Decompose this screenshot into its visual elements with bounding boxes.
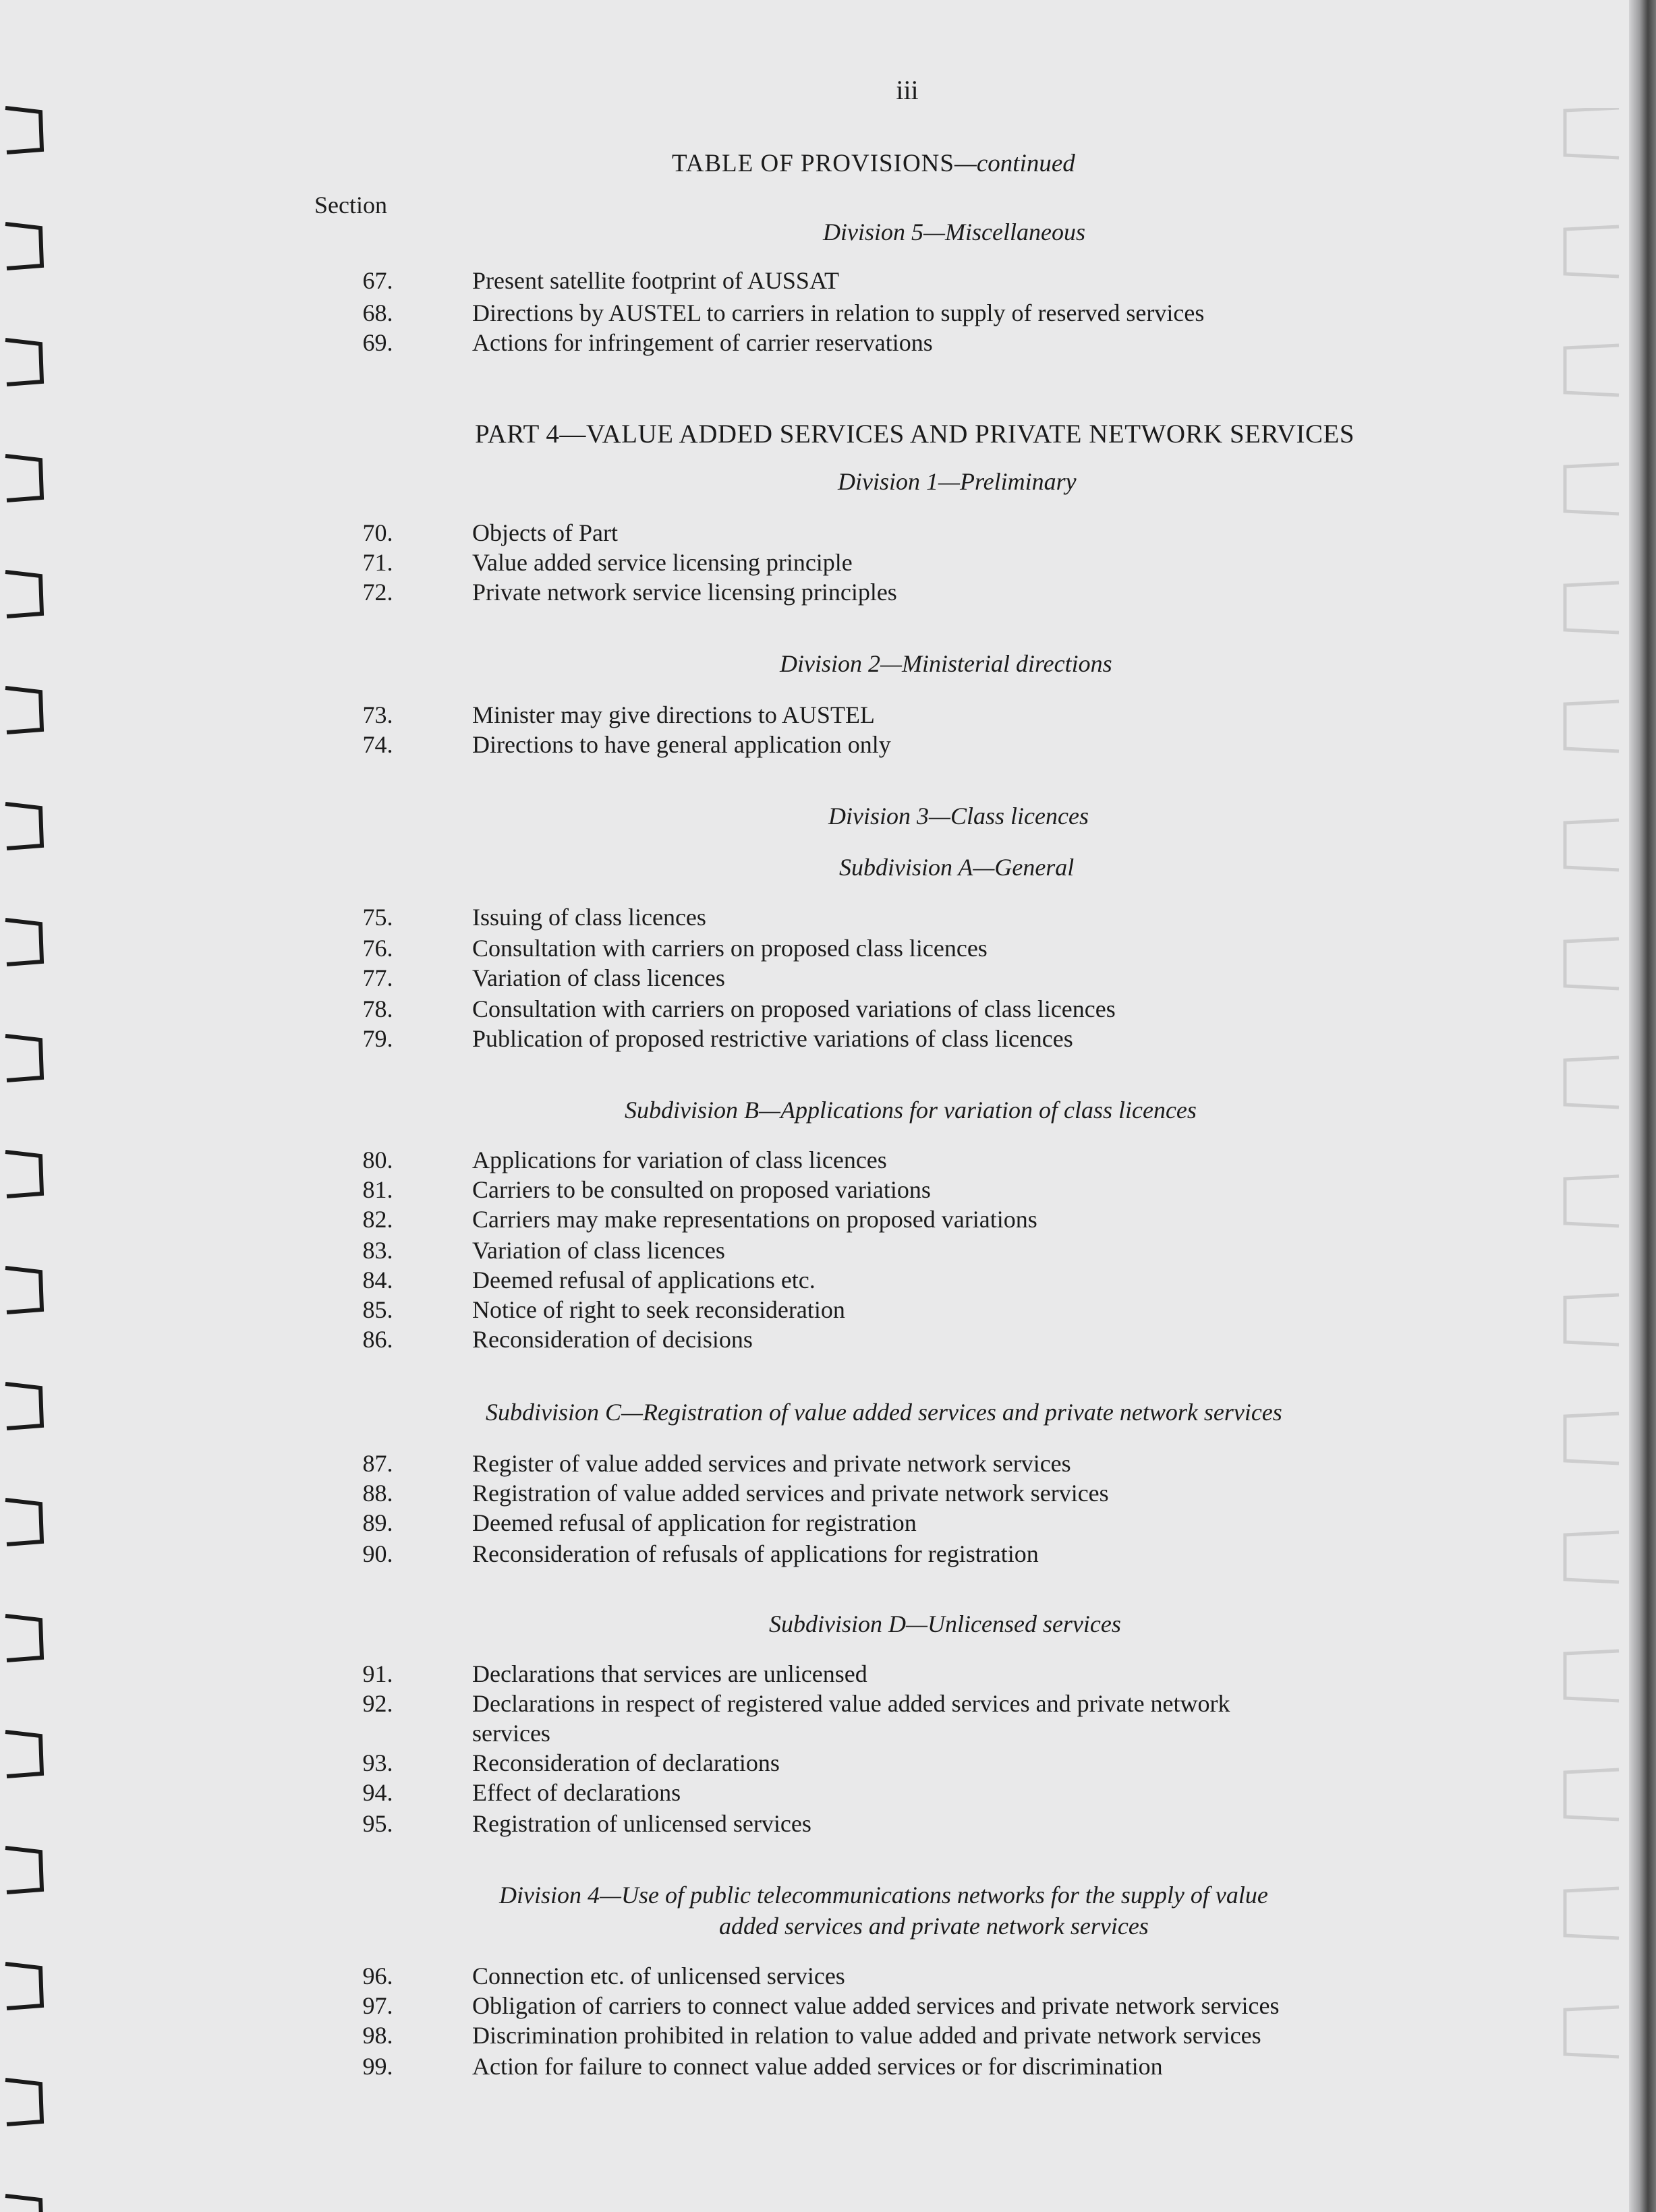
provision-title: Variation of class licences (472, 1237, 725, 1264)
provision-title: Directions to have general application only (472, 731, 891, 758)
provision-title: Carriers to be consulted on proposed variations (472, 1176, 931, 1203)
division-heading: Subdivision B—Applications for variation of class licences (625, 1097, 1197, 1124)
division-heading: Division 3—Class licences (828, 803, 1089, 830)
binding-ring (5, 224, 42, 268)
binding-ring (5, 1732, 42, 1776)
title-main: TABLE OF PROVISIONS (672, 150, 954, 177)
section-number: 77. (362, 964, 393, 991)
section-number: 70. (362, 519, 393, 546)
provision-title: Issuing of class licences (472, 904, 706, 931)
bleed-mark (1565, 1295, 1619, 1345)
section-number: 73. (362, 701, 393, 728)
bleed-mark (1565, 583, 1619, 633)
division-heading: added services and private network services (719, 1913, 1149, 1940)
binding-ring (5, 1384, 42, 1428)
binding-ring (5, 340, 42, 384)
binding-ring (5, 1036, 42, 1080)
provision-title: Reconsideration of decisions (472, 1326, 753, 1353)
section-number: 89. (362, 1509, 393, 1536)
section-number: 99. (362, 2053, 393, 2080)
section-number: 88. (362, 1480, 393, 1507)
provision-title: Private network service licensing principles (472, 579, 897, 606)
provision-title: Actions for infringement of carrier reservations (472, 329, 933, 356)
provision-title: Consultation with carriers on proposed class licences (472, 935, 988, 962)
provision-title: Declarations that services are unlicensed (472, 1660, 867, 1687)
division-heading: Subdivision C—Registration of value added services and private network services (486, 1399, 1282, 1426)
provision-title: Deemed refusal of applications etc. (472, 1267, 816, 1293)
section-number: 71. (362, 549, 393, 576)
provision-title: Reconsideration of refusals of applications for registration (472, 1540, 1039, 1567)
division-heading: Division 5—Miscellaneous (823, 219, 1085, 245)
provision-title: Declarations in respect of registered value added services and private network (472, 1690, 1230, 1717)
binding-ring (5, 1500, 42, 1544)
part-heading: PART 4—VALUE ADDED SERVICES AND PRIVATE NETWORK SERVICES (475, 419, 1355, 448)
provision-title: Registration of value added services and private network services (472, 1480, 1109, 1507)
bleed-mark (1565, 1176, 1619, 1226)
provision-title: Deemed refusal of application for registration (472, 1509, 917, 1536)
spiral-binding-icon (0, 0, 61, 2212)
section-number: 95. (362, 1810, 393, 1837)
section-number: 69. (362, 329, 393, 356)
binding-ring (5, 804, 42, 848)
bleed-mark (1565, 227, 1619, 276)
bleed-mark (1565, 2007, 1619, 2057)
section-number: 98. (362, 2022, 393, 2049)
section-number: 72. (362, 579, 393, 606)
provision-title: Reconsideration of declarations (472, 1749, 780, 1776)
section-number: 93. (362, 1749, 393, 1776)
bleed-mark (1565, 1770, 1619, 1820)
provision-title-continued: services (472, 1720, 550, 1747)
bleed-mark (1565, 820, 1619, 870)
bleed-mark (1565, 1414, 1619, 1463)
provision-title: Minister may give directions to AUSTEL (472, 701, 875, 728)
binding-edge (1629, 0, 1656, 2212)
bleed-mark (1565, 1651, 1619, 1701)
section-number: 84. (362, 1267, 393, 1293)
section-number: 96. (362, 1962, 393, 1989)
section-number: 67. (362, 267, 393, 294)
provision-title: Notice of right to seek reconsideration (472, 1296, 845, 1323)
bleed-mark (1565, 701, 1619, 751)
provision-title: Variation of class licences (472, 964, 725, 991)
section-number: 75. (362, 904, 393, 931)
page-title (672, 151, 1075, 176)
bleed-mark (1565, 1532, 1619, 1582)
binding-ring (5, 1848, 42, 1892)
bleed-mark (1565, 939, 1619, 989)
section-number: 92. (362, 1690, 393, 1717)
section-number: 74. (362, 731, 393, 758)
section-number: 87. (362, 1450, 393, 1477)
binding-ring (5, 572, 42, 616)
section-number: 90. (362, 1540, 393, 1567)
section-number: 81. (362, 1176, 393, 1203)
division-heading: Subdivision D—Unlicensed services (769, 1610, 1121, 1637)
section-number: 68. (362, 299, 393, 326)
provision-title: Consultation with carriers on proposed variations of class licences (472, 995, 1116, 1022)
section-column-header: Section (314, 192, 387, 219)
section-number: 82. (362, 1206, 393, 1233)
section-number: 86. (362, 1326, 393, 1353)
title-suffix: —continued (954, 150, 1075, 177)
section-number: 85. (362, 1296, 393, 1323)
section-number: 83. (362, 1237, 393, 1264)
binding-ring (5, 2196, 42, 2212)
division-heading: Division 2—Ministerial directions (780, 650, 1112, 677)
binding-ring (5, 1964, 42, 2008)
binding-ring (5, 456, 42, 500)
bleed-mark (1565, 1057, 1619, 1107)
section-number: 91. (362, 1660, 393, 1687)
provision-title: Publication of proposed restrictive variations of class licences (472, 1025, 1073, 1052)
provision-title: Applications for variation of class licences (472, 1146, 887, 1173)
binding-ring (5, 688, 42, 732)
section-number: 76. (362, 935, 393, 962)
bleed-mark (1565, 464, 1619, 514)
division-heading: Division 4—Use of public telecommunications networks for the supply of value (499, 1882, 1268, 1909)
bleed-mark (1565, 345, 1619, 395)
provision-title: Carriers may make representations on proposed variations (472, 1206, 1037, 1233)
provision-title: Effect of declarations (472, 1779, 681, 1806)
binding-ring (5, 920, 42, 964)
provision-title: Discrimination prohibited in relation to value added and private network services (472, 2022, 1261, 2049)
bleed-mark (1565, 1888, 1619, 1938)
binding-ring (5, 1616, 42, 1660)
provision-title: Present satellite footprint of AUSSAT (472, 267, 839, 294)
section-number: 79. (362, 1025, 393, 1052)
division-heading: Division 1—Preliminary (838, 468, 1077, 495)
provision-title: Value added service licensing principle (472, 549, 853, 576)
provision-title: Action for failure to connect value added services or for discrimination (472, 2053, 1163, 2080)
provision-title: Directions by AUSTEL to carriers in relation to supply of reserved services (472, 299, 1205, 326)
provision-title: Registration of unlicensed services (472, 1810, 811, 1837)
binding-ring (5, 108, 42, 152)
provision-title: Connection etc. of unlicensed services (472, 1962, 845, 1989)
provision-title: Obligation of carriers to connect value added services and private network services (472, 1992, 1280, 2019)
page-number: iii (896, 75, 919, 105)
section-number: 78. (362, 995, 393, 1022)
section-number: 94. (362, 1779, 393, 1806)
division-heading: Subdivision A—General (839, 854, 1075, 881)
binding-ring (5, 1268, 42, 1312)
section-number: 80. (362, 1146, 393, 1173)
bleed-mark (1565, 108, 1619, 158)
binding-ring (5, 2080, 42, 2124)
binding-ring (5, 1152, 42, 1196)
provision-title: Objects of Part (472, 519, 618, 546)
provision-title: Register of value added services and private network services (472, 1450, 1071, 1477)
section-number: 97. (362, 1992, 393, 2019)
